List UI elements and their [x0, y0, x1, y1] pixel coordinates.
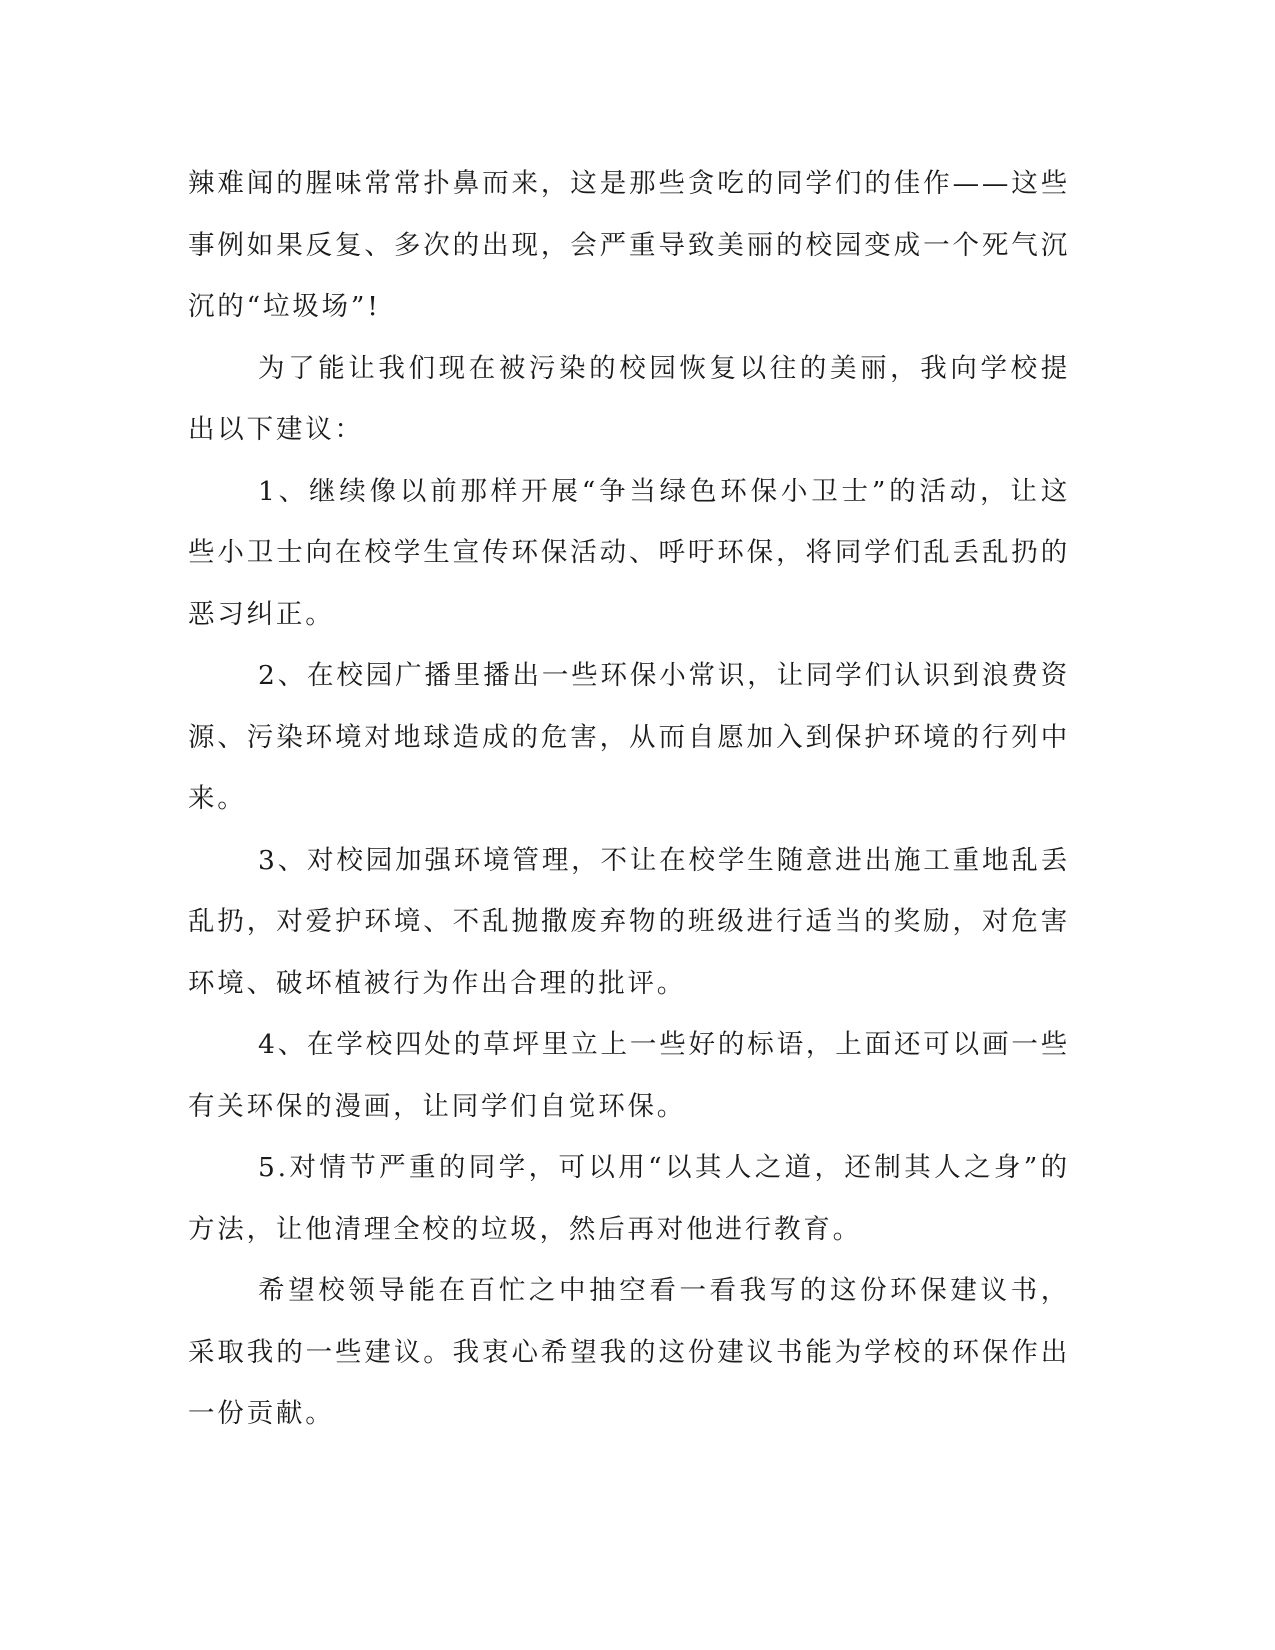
suggestion-5: 5.对情节严重的同学，可以用“以其人之道，还制其人之身”的方法，让他清理全校的垃圾，然后再对他进行教育。	[188, 1152, 1070, 1245]
paragraph-intro: 为了能让我们现在被污染的校园恢复以往的美丽，我向学校提出以下建议：	[188, 352, 1070, 445]
suggestion-3: 3、对校园加强环境管理，不让在校学生随意进出施工重地乱丢乱扔，对爱护环境、不乱抛撒废弃物的班级进行适当的奖励，对危害环境、破坏植被行为作出合理的批评。	[188, 844, 1070, 999]
suggestion-4: 4、在学校四处的草坪里立上一些好的标语，上面还可以画一些有关环保的漫画，让同学们自觉环保。	[188, 1029, 1070, 1122]
paragraph-closing: 希望校领导能在百忙之中抽空看一看我写的这份环保建议书，采取我的一些建议。我衷心希望我的这份建议书能为学校的环保作出一份贡献。	[188, 1275, 1070, 1429]
suggestion-1: 1、继续像以前那样开展“争当绿色环保小卫士”的活动，让这些小卫士向在校学生宣传环保活动、呼吁环保，将同学们乱丢乱扔的恶习纠正。	[188, 475, 1070, 630]
suggestion-2: 2、在校园广播里播出一些环保小常识，让同学们认识到浪费资源、污染环境对地球造成的危害，从而自愿加入到保护环境的行列中来。	[188, 660, 1070, 814]
document-body	[188, 153, 1070, 1445]
paragraph-continuation: 辣难闻的腥味常常扑鼻而来，这是那些贪吃的同学们的佳作——这些事例如果反复、多次的出现，会严重导致美丽的校园变成一个死气沉沉的“垃圾场”!	[188, 168, 1070, 322]
